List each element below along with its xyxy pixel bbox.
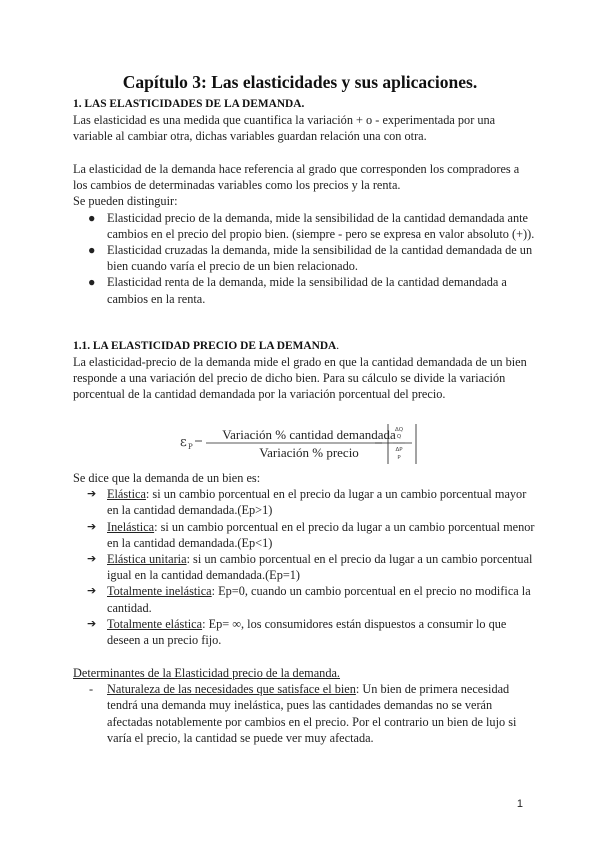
list-item [73, 551, 535, 583]
term: Totalmente inelástica [107, 584, 212, 599]
arrow-icon: ➔ [87, 487, 97, 501]
section-1-1 [73, 338, 535, 403]
term: Elástica unitaria [107, 552, 187, 567]
paragraph: Se dice que la demanda de un bien es: [73, 471, 261, 485]
section-1 [73, 96, 535, 144]
list-item [73, 583, 535, 615]
section-heading [73, 338, 535, 354]
list-item [73, 519, 535, 551]
definition: : Ep=0, cuando un cambio porcentual en el precio no modifica la cantidad. [107, 584, 531, 615]
formula-delta-p: ΔP [395, 447, 403, 453]
paragraph: La elasticidad de la demanda hace referencia al grado que corresponden los compradores a los cambios de determinadas variables como los precios y la renta. [73, 162, 520, 193]
subsection-heading: Determinantes de la Elasticidad precio de la demanda. [73, 666, 341, 680]
paragraph: Se pueden distinguir: [73, 194, 178, 209]
chapter-title: Capítulo 3: Las elasticidades y sus aplicaciones. [122, 72, 478, 92]
arrow-icon: ➔ [87, 552, 97, 566]
definition: : si un cambio porcentual en el precio da lugar a un cambio porcentual mayor en la cantidad demandada.(Ep>1) [107, 487, 527, 518]
arrow-icon: ➔ [87, 519, 97, 533]
demand-types [73, 470, 535, 648]
formula-p: P [397, 455, 401, 461]
arrow-icon: ➔ [87, 616, 97, 630]
bullet-marker: ● [88, 275, 96, 290]
determinants [73, 665, 535, 746]
section-1-body [73, 161, 535, 307]
list-item-text: Elasticidad precio de la demanda, mide la sensibilidad de la cantidad demandada ante cambios en el precio del propio bien. (siempre - pero se expresa en valor absoluto (+)). [107, 210, 535, 241]
list-item [73, 242, 535, 274]
term: Elástica [107, 487, 146, 502]
formula-numerator: Variación % cantidad demandada [222, 427, 396, 442]
section-heading-text: 1.1. LA ELASTICIDAD PRECIO DE LA DEMANDA [73, 340, 337, 352]
term: Totalmente elástica [107, 616, 203, 631]
list-item [73, 616, 535, 648]
list-item [73, 486, 535, 518]
list-item-text: Elasticidad renta de la demanda, mide la sensibilidad de la cantidad demandada a cambios en la renta. [107, 275, 507, 306]
list-item-text: Elasticidad cruzadas la demanda, mide la sensibilidad de la cantidad demandada de un bien cuando varía el precio de un bien relacionado. [107, 243, 533, 274]
bullet-list [73, 210, 535, 307]
formula-denominator: Variación % precio [259, 445, 359, 460]
paragraph: La elasticidad-precio de la demanda mide el grado en que la cantidad demandada de un bien responde a una variación del precio de dicho bien. Para su cálculo se divide la variación porcentual de la cantidad demandada por la variación porcentual del precio. [73, 355, 527, 402]
term: Inelástica [107, 519, 155, 534]
definition: : Ep= ∞, los consumidores están dispuestos a consumir lo que deseen a un precio fijo. [107, 616, 507, 648]
formula-epsilon-subscript: P [188, 443, 193, 451]
page-number: 1 [516, 798, 523, 810]
arrow-icon: ➔ [87, 584, 97, 598]
dash-marker: - [89, 682, 94, 697]
definition: : si un cambio porcentual en el precio da lugar a un cambio porcentual igual en la cantidad demandada.(Ep=1) [107, 552, 533, 583]
list-item [73, 681, 535, 746]
bullet-marker: ● [88, 210, 96, 225]
list-item [73, 210, 535, 242]
paragraph: Las elasticidad es una medida que cuantifica la variación + o - experimentada por una variable al cambiar otra, dichas variables guardan relación una con otra. [73, 113, 496, 144]
bullet-marker: ● [88, 243, 96, 258]
elasticity-formula [178, 424, 428, 468]
formula-epsilon: ε [180, 435, 187, 450]
definition: : si un cambio porcentual en el precio da lugar a un cambio porcentual menor en la cantidad demandada.(Ep<1) [107, 519, 535, 550]
arrow-list [73, 486, 535, 648]
term: Naturaleza de las necesidades que satisface el bien [107, 682, 356, 697]
formula-delta-q: ΔQ [394, 427, 404, 433]
list-item [73, 274, 535, 306]
dash-list [73, 681, 535, 746]
formula-q: Q [396, 434, 402, 440]
section-heading: 1. LAS ELASTICIDADES DE LA DEMANDA. [73, 98, 305, 110]
definition: : Un bien de primera necesidad tendrá una demanda muy inelástica, pues las cantidades demandas no se verán afectadas notablemente por cambios en el precio. Por el contrario un bien de lujo si varía el precio, la cantidad se puede ver muy afectada. [107, 682, 517, 745]
section-heading-period: . [336, 340, 340, 352]
